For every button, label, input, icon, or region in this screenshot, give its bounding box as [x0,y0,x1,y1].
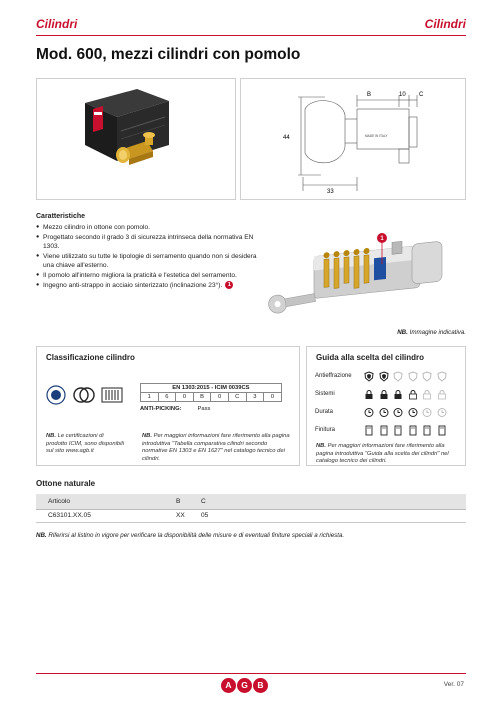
barcode-cert-icon [101,385,123,405]
finish-sample-icon [437,425,447,436]
features-list [36,223,261,290]
duration-rating [364,407,447,418]
selection-guide-panel [306,346,466,466]
padlock-icon [422,389,432,400]
en1303-cell: 0 [176,393,194,402]
finish-sample-icon [422,425,432,436]
padlock-icon [364,389,374,400]
finish-rating [364,425,447,436]
certification-icons [45,385,123,405]
image-note: NB. Immagine indicativa. [397,329,466,336]
cylinder-cutaway-image [262,226,468,332]
en1303-cell: 3 [246,393,264,402]
clock-icon [379,407,389,418]
dim-10-label: 10 [399,92,406,98]
dim-b-label: B [367,92,372,98]
header-category-right: Cilindri [424,17,466,31]
classification-title: Classificazione cilindro [46,353,135,362]
finish-sample-icon [379,425,389,436]
feature-item: ● Il pomolo all'interno migliora la praticità e l'estetica del serramento. [36,271,261,281]
en1303-cell: C [228,393,246,402]
shield-icon [379,371,389,382]
en1303-cell: 1 [141,393,159,402]
dim-33-label: 33 [327,189,334,195]
en1303-cell: 6 [158,393,176,402]
padlock-icon [379,389,389,400]
logo-letter: B [253,678,268,693]
header-category-left: Cilindri [36,17,78,31]
padlock-icon [408,389,418,400]
padlock-icon [437,389,447,400]
system-rating [364,389,447,400]
cutaway-badge: 1 [380,236,384,243]
certification-note: NB. Le certificazioni di prodotto ICIM, sono disponibili sul sito www.agb.it [46,433,124,455]
classification-panel [36,346,300,466]
features-title: Caratteristiche [36,213,86,220]
feature-badge: 1 [225,281,233,289]
agb-logo [221,678,268,693]
clock-icon [422,407,432,418]
shield-icon [393,371,403,382]
feature-item: ● Viene utilizzato su tutte le tipologie di serramento quando non si desidera una chiave all'esterno. [36,252,261,271]
article-code-cell: C63101.XX.05 [36,509,176,522]
clock-icon [408,407,418,418]
rg-cert-icon [73,385,95,405]
feature-item: ● Ingegno anti-strappo in acciaio sinterizzato (inclinazione 23°). 1 [36,281,261,291]
shield-rating [364,371,447,382]
logo-letter: G [237,678,252,693]
guide-row-antieffrazione: Antieffrazione [315,373,352,379]
shield-icon [364,371,374,382]
finish-sample-icon [408,425,418,436]
clock-icon [393,407,403,418]
dim-44-label: 44 [283,135,290,141]
comparison-note: NB. Per maggiori informazioni fare riferimento alla pagina introduttiva "Tabella comparativa cilindri secondo normative EN 1303 e EN 1627" nel catalogo tecnico dei cilindri. [142,433,290,462]
guide-row-finitura: Finitura [315,427,336,433]
product-photo-box [36,78,236,200]
finish-sample-icon [393,425,403,436]
column-header-b: B [176,497,181,505]
padlock-icon [393,389,403,400]
column-header-articolo: Articolo [48,497,70,505]
version-label: Ver. 07 [443,681,464,688]
guide-row-sistemi: Sistemi [315,391,335,397]
shield-icon [437,371,447,382]
en1303-cell: 0 [264,393,282,402]
footer-divider [36,673,466,674]
en1303-header: EN 1303:2015 - ICIM 0039CS [141,384,282,393]
article-table [36,494,466,523]
availability-note: NB. Riferirsi al listino in vigore per verificare la disponibilità delle misure e di eventuali finiture speciali a richiesta. [36,532,345,539]
dim-c-label: C [419,92,424,98]
finish-section-title: Ottone naturale [36,479,96,488]
b-value-cell: XX [176,509,201,522]
en1303-cell: B [193,393,211,402]
icim-cert-icon [45,385,67,405]
logo-letter: A [221,678,236,693]
page-title: Mod. 600, mezzi cilindri con pomolo [36,46,301,63]
shield-icon [422,371,432,382]
en1303-cell: 0 [211,393,229,402]
finish-sample-icon [364,425,374,436]
technical-drawing [241,79,467,201]
column-header-c: C [201,497,206,505]
clock-icon [364,407,374,418]
guide-title: Guida alla scelta del cilindro [316,353,425,362]
c-value-cell: 05 [201,509,466,522]
clock-icon [437,407,447,418]
page-header [36,14,466,36]
guide-row-durata: Durata [315,409,334,415]
feature-item: ● Mezzo cilindro in ottone con pomolo. [36,223,261,233]
product-package-image [37,79,237,201]
shield-icon [408,371,418,382]
anti-picking-row: ANTI-PICKING: Pass [140,406,211,412]
technical-drawing-box [240,78,466,200]
table-row [36,509,466,522]
feature-item: ● Progettato secondo il grado 3 di sicurezza intrinseca della normativa EN 1303. [36,233,261,252]
guide-note: NB. Per maggiori informazioni fare riferimento alla pagina introduttiva "Guida alla scelta dei cilindri" nel catalogo tecnico dei cilindri. [316,443,449,465]
en1303-table [140,383,282,402]
made-in-label: MADE IN ITALY [365,134,388,138]
